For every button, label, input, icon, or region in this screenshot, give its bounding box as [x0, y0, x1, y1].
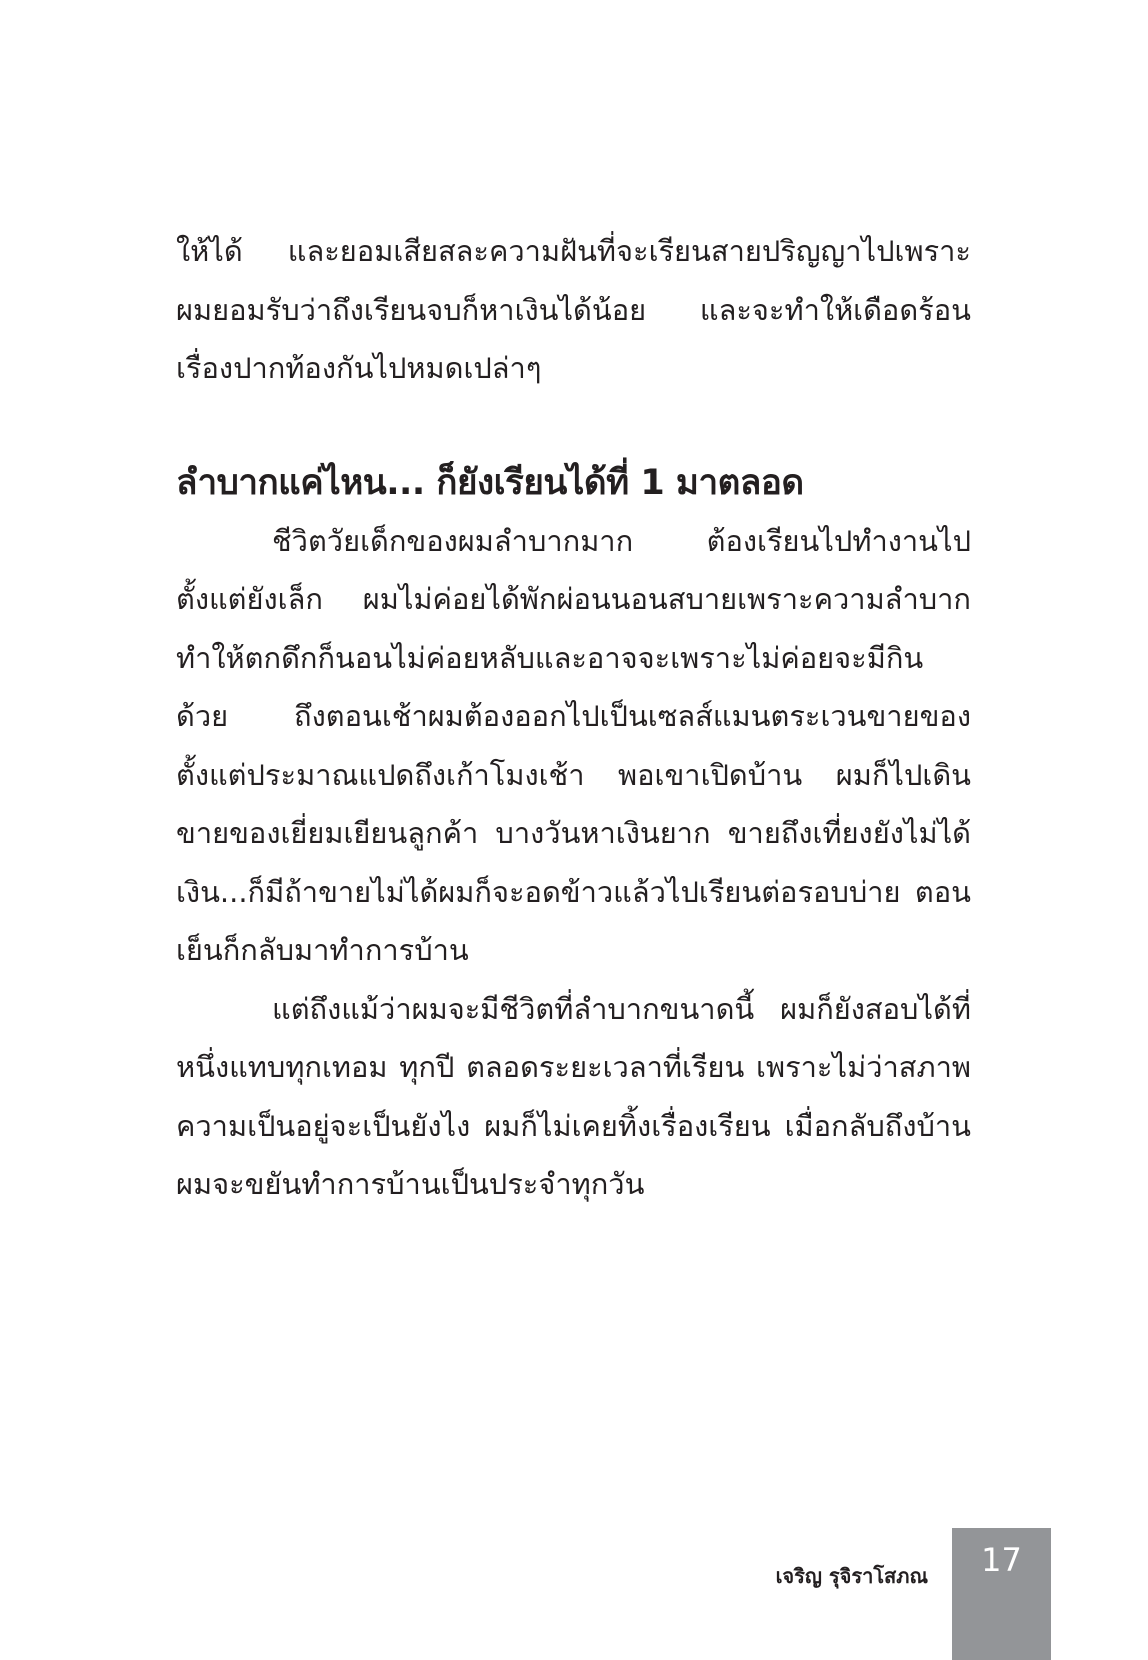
page-body [176, 222, 971, 1214]
section-heading: ลำบากแค่ไหน... ก็ยังเรียนได้ที่ 1 มาตลอด [176, 462, 804, 503]
page-number-tab [952, 1528, 1051, 1660]
page-number: 17 [981, 1541, 1022, 1579]
paragraph-1: ชีวิตวัยเด็กของผมลำบากมาก ต้องเรียนไปทำงานไปตั้งแต่ยังเล็ก ผมไม่ค่อยได้พักผ่อนนอนสบายเพราะความลำบากทำให้ตกดึกก็นอนไม่ค่อยหลับและอาจจะเพราะไม่ค่อยจะมีกินด้วย ถึงตอนเช้าผมต้องออกไปเป็นเซลส์แมนตระเวนขายของตั้งแต่ประมาณแปดถึงเก้าโมงเช้า พอเขาเปิดบ้าน ผมก็ไปเดินขายของเยี่ยมเยียนลูกค้า บางวันหาเงินยาก ขายถึงเที่ยงยังไม่ได้เงิน...ก็มีถ้าขายไม่ได้ผมก็จะอดข้าวแล้วไปเรียนต่อรอบบ่าย ตอนเย็นก็กลับมาทำการบ้าน [176, 523, 971, 967]
footer-author: เจริญ รุจิราโสภณ [775, 1564, 928, 1588]
paragraph-2: แต่ถึงแม้ว่าผมจะมีชีวิตที่ลำบากขนาดนี้ ผมก็ยังสอบได้ที่หนึ่งแทบทุกเทอม ทุกปี ตลอดระยะเวลาที่เรียน เพราะไม่ว่าสภาพความเป็นอยู่จะเป็นยังไง ผมก็ไม่เคยทิ้งเรื่องเรียน เมื่อกลับถึงบ้านผมจะขยันทำการบ้านเป็นประจำทุกวัน [176, 991, 971, 1201]
intro-paragraph: ให้ได้ และยอมเสียสละความฝันที่จะเรียนสายปริญญาไปเพราะผมยอมรับว่าถึงเรียนจบก็หาเงินได้น้อย และจะทำให้เดือดร้อนเรื่องปากท้องกันไปหมดเปล่าๆ [176, 234, 971, 385]
